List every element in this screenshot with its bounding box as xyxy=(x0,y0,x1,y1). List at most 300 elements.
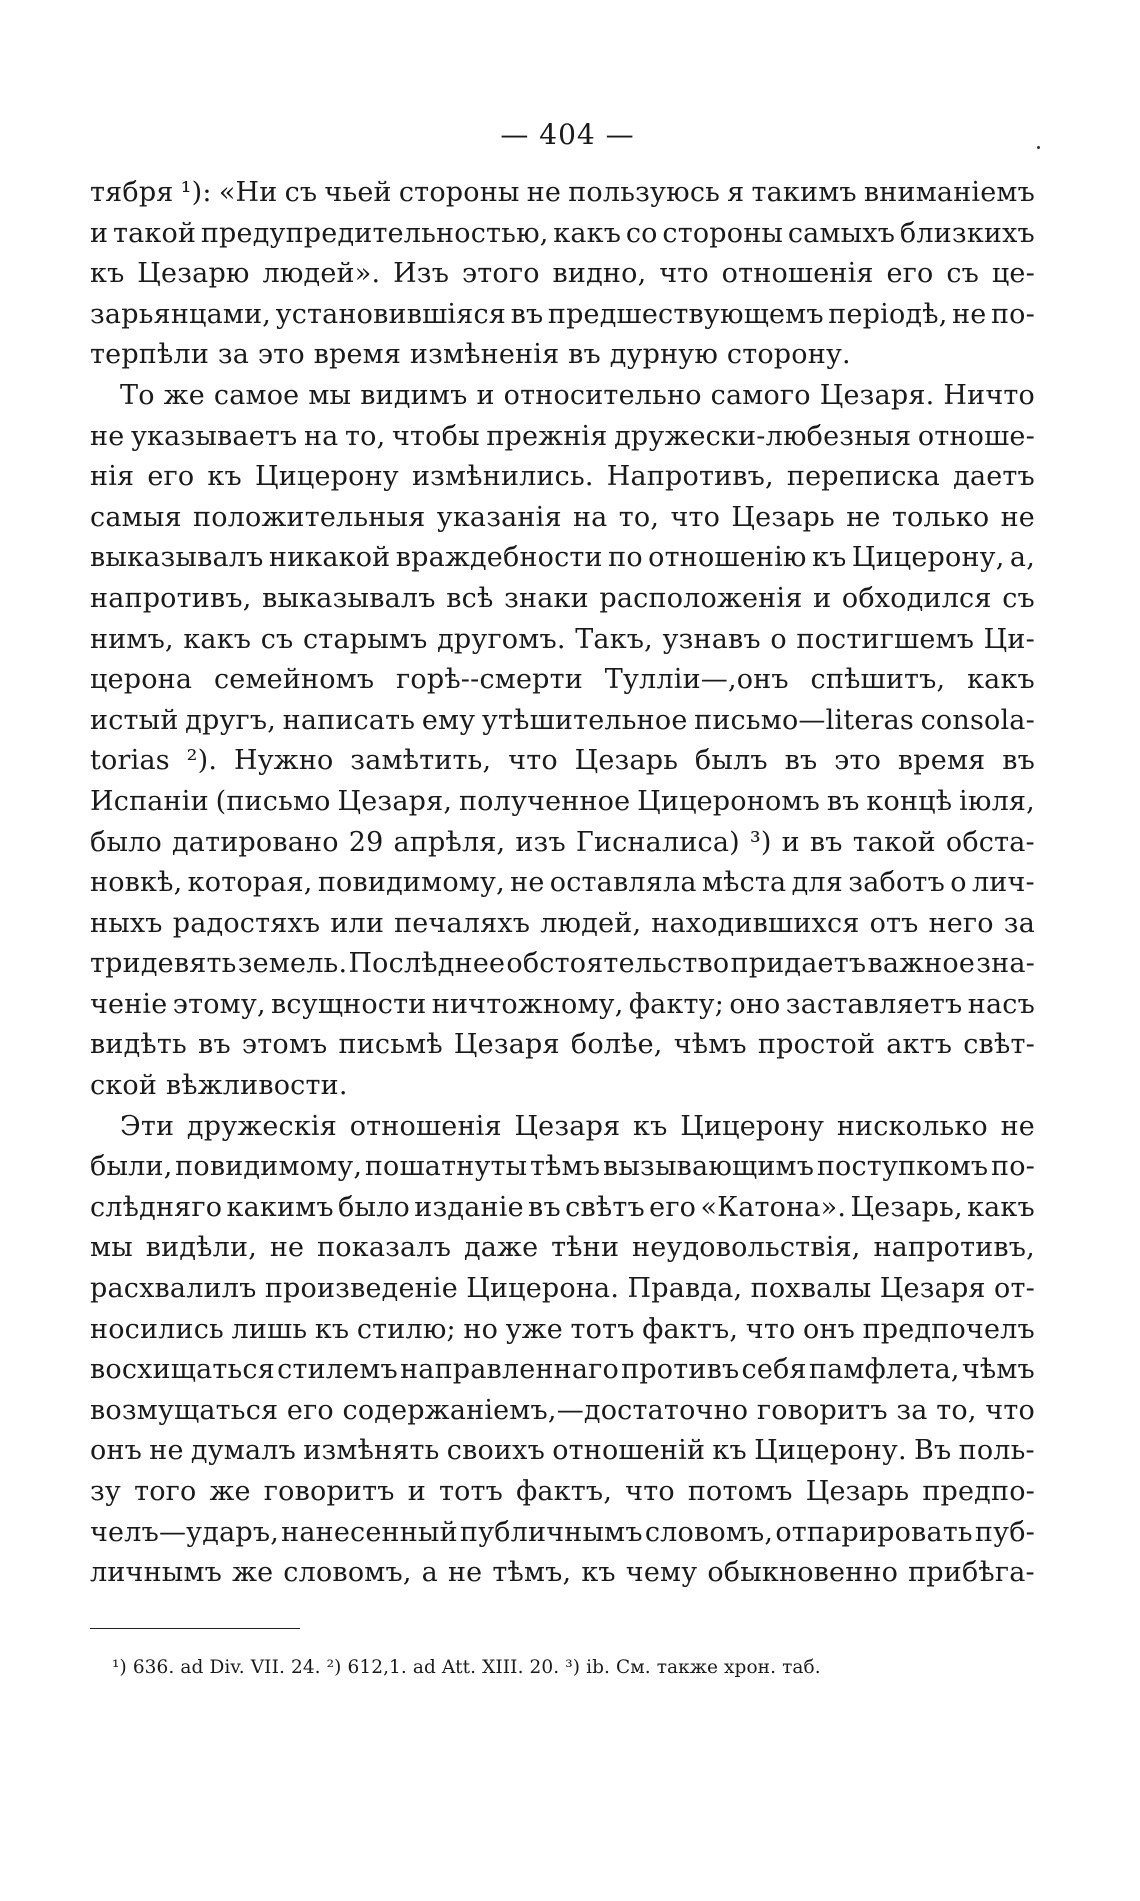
word: ²). xyxy=(186,745,218,777)
word: вѣжливости. xyxy=(165,1070,348,1102)
word: изданіе xyxy=(414,1191,524,1223)
word: Въ xyxy=(914,1435,952,1467)
word: какимъ xyxy=(226,1191,334,1223)
word: въ xyxy=(826,785,860,817)
paragraph-p2 xyxy=(90,376,1035,1107)
word: а xyxy=(421,1557,438,1589)
word: нанесенный xyxy=(281,1516,458,1548)
word: этомъ xyxy=(241,1029,328,1061)
text-line xyxy=(90,538,1035,579)
word: его xyxy=(286,1394,334,1426)
body-text xyxy=(90,173,1035,1594)
word: такой xyxy=(112,217,197,249)
word: ¹): xyxy=(180,177,212,208)
word: видѣть xyxy=(90,1029,187,1061)
word: повидимому, xyxy=(175,1151,363,1183)
word: что xyxy=(625,1476,675,1507)
word: не xyxy=(269,1232,305,1264)
word: въ xyxy=(784,745,818,777)
word: Цезарь xyxy=(731,501,835,533)
text-line xyxy=(90,1350,1035,1391)
word: къ xyxy=(314,1313,350,1345)
word: Ци- xyxy=(983,623,1035,655)
word: постигшемъ xyxy=(796,623,975,655)
word: вниманіемъ xyxy=(863,177,1035,208)
word: придаетъ xyxy=(730,948,867,980)
word: обста- xyxy=(945,826,1035,858)
word: вызывающимъ xyxy=(602,1151,815,1183)
text-line xyxy=(90,985,1035,1026)
word: заставляетъ xyxy=(785,988,963,1020)
word: изъ xyxy=(515,826,566,858)
scan-speck xyxy=(1037,146,1040,149)
word: (письмо xyxy=(215,785,331,817)
text-line xyxy=(90,173,1035,214)
word: оставляла xyxy=(549,867,697,899)
text-line xyxy=(90,863,1035,904)
word: о xyxy=(770,623,787,655)
word: Цицерономъ xyxy=(637,785,820,817)
word: какъ xyxy=(183,623,252,655)
word: не xyxy=(510,867,545,899)
word: къ xyxy=(90,258,125,290)
word: новкѣ, xyxy=(90,867,183,899)
word: лич- xyxy=(971,867,1035,899)
text-line xyxy=(90,214,1035,255)
word: своихъ xyxy=(446,1435,545,1467)
word: нисколько xyxy=(836,1110,988,1142)
text-line xyxy=(90,498,1035,539)
word: за xyxy=(896,1394,928,1426)
word: Цицерона. xyxy=(466,1273,620,1305)
word: отношенія xyxy=(721,258,874,290)
word: обходился xyxy=(841,582,992,614)
word: челъ—ударъ, xyxy=(90,1516,280,1548)
word: свѣт- xyxy=(963,1029,1035,1061)
word: время xyxy=(897,745,986,777)
word: этого xyxy=(461,258,540,290)
word: ныхъ xyxy=(90,907,163,939)
word: видно, xyxy=(552,258,647,290)
word: чьей xyxy=(324,177,392,208)
text-line xyxy=(90,457,1035,498)
word: прежнія xyxy=(486,420,608,452)
word: самыя xyxy=(90,501,182,533)
word: говоритъ xyxy=(756,1394,888,1426)
word: близкихъ xyxy=(899,217,1035,249)
word: стилю; xyxy=(356,1313,456,1345)
word: восхищаться xyxy=(90,1354,275,1386)
word: въ xyxy=(809,826,843,858)
word: произведеніе xyxy=(264,1273,458,1305)
word: тридевять xyxy=(90,948,237,980)
word: предупредительностью, xyxy=(200,217,549,249)
word: обстоятельство xyxy=(506,948,730,980)
word: расположенія xyxy=(599,582,803,614)
word: переписка xyxy=(786,461,941,493)
word: земель. xyxy=(237,948,348,980)
word: Испаніи xyxy=(90,785,209,817)
word: мы xyxy=(90,1232,133,1264)
word: что xyxy=(659,258,709,290)
word: Правда, xyxy=(627,1273,743,1305)
word: находившихся xyxy=(651,907,860,939)
word: torias xyxy=(90,745,170,777)
word: мы xyxy=(308,379,352,411)
word: его xyxy=(886,258,934,290)
word: памфлета, xyxy=(808,1354,960,1386)
word: выказывалъ xyxy=(262,582,436,614)
word: установившіяся xyxy=(275,298,507,330)
text-line xyxy=(90,904,1035,945)
word: тѣни xyxy=(551,1232,620,1264)
word: къ xyxy=(812,542,847,574)
word: то, xyxy=(345,420,386,452)
word: публичнымъ xyxy=(459,1516,643,1548)
word: Такъ, xyxy=(575,623,653,655)
word: того xyxy=(134,1476,197,1507)
word: насъ xyxy=(967,988,1035,1020)
word: іюля, xyxy=(959,785,1035,817)
word: тѣмъ, xyxy=(492,1557,572,1589)
word: Цезаря. xyxy=(819,379,935,411)
word: лишь xyxy=(231,1313,308,1345)
page-number: — 404 — xyxy=(500,118,635,151)
word: отъ xyxy=(869,907,919,939)
word: расхвалилъ xyxy=(90,1273,257,1305)
word: знаки xyxy=(504,582,589,614)
word: зна- xyxy=(976,948,1035,980)
word: къ xyxy=(581,1557,616,1589)
word: тотъ xyxy=(570,1313,635,1345)
word: этому, xyxy=(172,988,266,1020)
text-line xyxy=(90,660,1035,701)
word: къ xyxy=(712,1435,747,1467)
word: въ xyxy=(528,1191,561,1223)
word: «Катона». xyxy=(700,1191,847,1223)
word: былъ xyxy=(694,745,768,777)
word: Цезаря xyxy=(514,1110,621,1142)
word: уже xyxy=(505,1313,563,1345)
word: радостяхъ xyxy=(172,907,321,939)
word: содержаніемъ,—достаточно xyxy=(342,1394,749,1426)
word: факту; xyxy=(628,988,725,1020)
word: не xyxy=(1000,1110,1035,1142)
word: не xyxy=(1000,501,1035,533)
word: предшествующемъ xyxy=(547,298,824,330)
word: датировано xyxy=(171,826,339,858)
word: за xyxy=(1003,907,1035,939)
word: предпочелъ xyxy=(862,1313,1035,1345)
word: другомъ. xyxy=(437,623,566,655)
word: личнымъ xyxy=(90,1557,223,1589)
word: что xyxy=(745,1313,796,1345)
text-line xyxy=(90,1269,1035,1310)
word: только xyxy=(891,501,990,533)
word: утѣшительное xyxy=(481,704,688,736)
word: Гисналиса) xyxy=(575,826,740,858)
word: напротивъ, xyxy=(90,582,252,614)
word: стилемъ xyxy=(277,1354,398,1386)
word: что xyxy=(670,501,721,533)
word: замѣтить, xyxy=(350,745,492,777)
word: церона xyxy=(90,664,193,696)
text-line xyxy=(90,1513,1035,1554)
word: письмо—literas xyxy=(694,704,914,736)
word: чѣмъ xyxy=(673,1029,747,1061)
word: носились xyxy=(90,1313,224,1345)
word: періодѣ, xyxy=(828,298,948,330)
word: видѣли, xyxy=(145,1232,257,1264)
text-line xyxy=(90,1310,1035,1351)
word: концѣ xyxy=(866,785,953,817)
word: 29 xyxy=(348,826,384,858)
word: Цезаря, xyxy=(337,785,453,817)
footnote-separator xyxy=(90,1628,300,1629)
word: отношеній xyxy=(552,1435,706,1467)
word: и xyxy=(407,1476,426,1507)
word: мѣста xyxy=(701,867,787,899)
word: отноше- xyxy=(917,420,1035,452)
text-line xyxy=(90,335,1035,376)
word: для xyxy=(791,867,844,899)
word: измѣнились. xyxy=(411,461,594,493)
word: самого xyxy=(710,379,811,411)
word: фактъ, xyxy=(642,1313,739,1345)
word: указанія xyxy=(436,501,562,533)
word: съ xyxy=(946,258,980,290)
word: видимъ xyxy=(360,379,468,411)
word: и xyxy=(476,379,495,411)
word: указываетъ xyxy=(130,420,298,452)
word: стороны xyxy=(398,177,520,208)
word: не xyxy=(447,1557,483,1589)
word: было xyxy=(338,1191,410,1223)
word: письмѣ xyxy=(338,1029,443,1061)
word: Изъ xyxy=(393,258,450,290)
word: людей, xyxy=(540,907,642,939)
word: спѣшитъ, xyxy=(810,664,946,696)
word: по- xyxy=(990,298,1035,330)
text-line xyxy=(90,295,1035,336)
word: пуб- xyxy=(974,1516,1035,1548)
word: Цицерону, xyxy=(851,542,1005,574)
word: «Ни xyxy=(218,177,278,208)
word: чему xyxy=(625,1557,698,1589)
word: себя xyxy=(741,1354,807,1386)
word: То xyxy=(120,379,155,411)
word: заботъ xyxy=(848,867,945,899)
word: измѣнять xyxy=(303,1435,440,1467)
word: что xyxy=(985,1394,1035,1426)
word: семейномъ xyxy=(213,664,375,696)
word: такой xyxy=(852,826,936,858)
word: зарьянцами, xyxy=(90,298,272,330)
word: съ xyxy=(1002,582,1035,614)
word: относительно xyxy=(503,379,702,411)
text-line xyxy=(90,1553,1035,1594)
word: было xyxy=(90,826,162,858)
word: въ xyxy=(510,298,544,330)
word: дружески-любезныя xyxy=(614,420,912,452)
word: фактъ, xyxy=(516,1476,613,1507)
word: возмущаться xyxy=(90,1394,279,1426)
word: истый xyxy=(90,704,179,736)
word: направленнаго xyxy=(400,1354,619,1386)
word: думалъ xyxy=(190,1435,297,1467)
word: даетъ xyxy=(953,461,1035,493)
word: положительныя xyxy=(193,501,426,533)
word: ³) xyxy=(749,826,772,858)
word: Нужно xyxy=(233,745,334,777)
word: къ xyxy=(633,1110,668,1142)
word: какъ xyxy=(967,1191,1035,1223)
word: такимъ xyxy=(751,177,857,208)
word: въ xyxy=(198,1029,231,1061)
word: пользуюсь xyxy=(568,177,721,208)
word: поступкомъ xyxy=(816,1151,989,1183)
text-line xyxy=(90,1391,1035,1432)
word: это xyxy=(257,339,305,371)
word: или xyxy=(330,907,385,939)
word: стороны xyxy=(662,217,784,249)
word: обыкновенно xyxy=(707,1557,899,1589)
footnotes: ¹) 636. ad Div. VII. 24. ²) 612,1. ad Att. XIII. 20. ³) ib. См. также хрон. таб. xyxy=(112,1656,821,1678)
word: Цезарь xyxy=(574,745,679,777)
word: же xyxy=(163,379,205,411)
word: похвалы xyxy=(750,1273,872,1305)
word: написать xyxy=(282,704,416,736)
word: то, xyxy=(618,501,660,533)
word: Цицерону. xyxy=(754,1435,907,1467)
word: даже xyxy=(463,1232,539,1264)
word: словомъ, xyxy=(283,1557,412,1589)
text-line xyxy=(90,823,1035,864)
word: consola- xyxy=(920,704,1035,736)
word: напротивъ, xyxy=(873,1232,1035,1264)
word: въ xyxy=(568,339,601,371)
word: я xyxy=(727,177,745,208)
word: измѣненія xyxy=(409,339,560,371)
word: нія xyxy=(90,461,135,493)
text-line xyxy=(90,944,1035,985)
text-line xyxy=(90,741,1035,782)
word: зу xyxy=(90,1476,122,1507)
word: отпарировать xyxy=(775,1516,973,1548)
word: никакой xyxy=(268,542,391,574)
word: поль- xyxy=(958,1435,1035,1467)
text-line xyxy=(90,1147,1035,1188)
word: горѣ--смерти xyxy=(396,664,583,696)
word: тотъ xyxy=(438,1476,504,1507)
word: на xyxy=(572,501,608,533)
word: узнавъ xyxy=(662,623,761,655)
word: и xyxy=(781,826,800,858)
word: предпо- xyxy=(922,1476,1035,1507)
text-line xyxy=(90,1025,1035,1066)
text-line xyxy=(90,1228,1035,1269)
word: говоритъ xyxy=(263,1476,395,1507)
word: онъ xyxy=(90,1435,143,1467)
word: Тулліи—,онъ xyxy=(604,664,789,696)
word: Цицерону xyxy=(254,461,399,493)
word: Ничто xyxy=(943,379,1035,411)
word: отношенію xyxy=(648,542,807,574)
text-line xyxy=(90,376,1035,417)
word: съ xyxy=(260,623,294,655)
word: его xyxy=(147,461,195,493)
word: Цезаря xyxy=(879,1273,986,1305)
word: ченіе xyxy=(90,988,168,1020)
word: болѣе, xyxy=(570,1029,663,1061)
word: Послѣднее xyxy=(348,948,506,980)
text-line xyxy=(90,1188,1035,1229)
word: важное xyxy=(867,948,976,980)
word: Цезарь, xyxy=(850,1191,963,1223)
word: какъ xyxy=(967,664,1035,696)
word: Цезарю xyxy=(137,258,250,290)
word: слѣдняго xyxy=(90,1191,223,1223)
text-line xyxy=(90,620,1035,661)
word: печаляхъ xyxy=(394,907,531,939)
word: простой xyxy=(757,1029,876,1061)
word: выказывалъ xyxy=(90,542,264,574)
word: отношенія xyxy=(349,1110,502,1142)
word: всущности xyxy=(271,988,427,1020)
text-line xyxy=(90,1431,1035,1472)
word: от- xyxy=(994,1273,1035,1305)
word: свѣтъ xyxy=(565,1191,645,1223)
word: самое xyxy=(213,379,300,411)
word: же xyxy=(232,1557,274,1589)
word: тября xyxy=(90,177,174,208)
word: прибѣга- xyxy=(908,1557,1035,1589)
text-line xyxy=(90,1066,1035,1107)
word: актъ xyxy=(886,1029,953,1061)
word: въ xyxy=(1002,745,1035,777)
word: противъ xyxy=(621,1354,740,1386)
text-line xyxy=(90,782,1035,823)
word: за xyxy=(217,339,250,371)
word: и xyxy=(90,217,109,249)
text-line xyxy=(90,1107,1035,1148)
book-page xyxy=(90,118,1035,1681)
word: дружескія xyxy=(186,1110,337,1142)
word: нимъ, xyxy=(90,623,174,655)
paragraph-p1 xyxy=(90,173,1035,376)
word: повидимому, xyxy=(317,867,505,899)
word: Цезаря xyxy=(453,1029,560,1061)
word: не xyxy=(846,501,881,533)
word: сторону. xyxy=(726,339,851,371)
word: ему xyxy=(421,704,476,736)
text-line xyxy=(90,579,1035,620)
word: не xyxy=(526,177,562,208)
word: людей». xyxy=(262,258,381,290)
word: оно xyxy=(729,988,781,1020)
word: что xyxy=(508,745,558,777)
word: словомъ, xyxy=(644,1516,774,1548)
word: и xyxy=(813,582,832,614)
word: же xyxy=(209,1476,251,1507)
word: тѣмъ xyxy=(530,1151,601,1183)
word: то, xyxy=(936,1394,977,1426)
word: це- xyxy=(991,258,1035,290)
word: полученное xyxy=(458,785,631,817)
text-line xyxy=(90,417,1035,458)
word: показалъ xyxy=(317,1232,452,1264)
text-line xyxy=(90,254,1035,295)
